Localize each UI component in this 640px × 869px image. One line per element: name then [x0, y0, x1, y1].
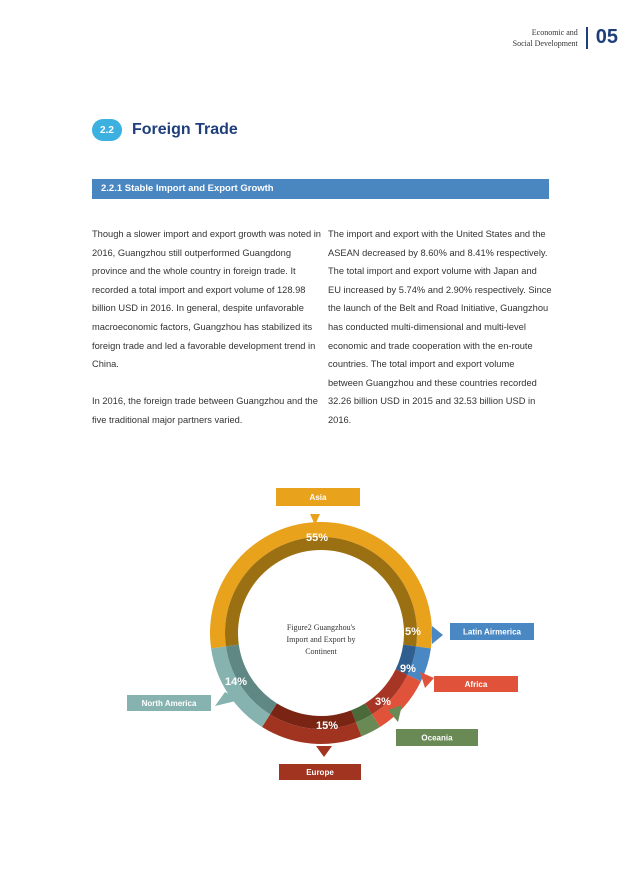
callout-pointer — [420, 672, 434, 688]
slice-percent-label: 3% — [375, 696, 391, 708]
page-number: 05 — [595, 26, 618, 48]
paragraph: In 2016, the foreign trade between Guangzhou and the five traditional major partners varied. — [92, 396, 318, 425]
continent-label: Oceania — [421, 733, 453, 743]
slice-percent-label: 55% — [305, 532, 329, 544]
continent-label: Latin Airmerica — [463, 627, 521, 637]
continent-label: Europe — [306, 768, 334, 777]
chart-title-line1: Figure2 Guangzhou's — [286, 623, 356, 632]
callout-pointer — [316, 746, 332, 757]
callout-pointer — [432, 626, 443, 644]
slice-percent-label: 9% — [400, 663, 416, 675]
subsection-bar: 2.2.1 Stable Import and Export Growth — [92, 179, 549, 199]
section-title: Foreign Trade — [132, 121, 238, 138]
header-line1: Economic and — [531, 27, 578, 37]
continent-label: Africa — [464, 680, 488, 689]
continent-label: North America — [141, 699, 197, 708]
slice-percent-label: 14% — [224, 676, 248, 688]
header-line2: Social Development — [512, 38, 578, 48]
slice-percent-label: 5% — [405, 626, 421, 638]
chart-title-line2: Import and Export by — [286, 635, 356, 644]
continent-label: Asia — [309, 493, 327, 502]
slice-percent-label: 15% — [315, 720, 339, 732]
section-number-badge: 2.2 — [92, 119, 122, 141]
paragraph: Though a slower import and export growth was noted in 2016, Guangzhou still outperformed Guangdong province and the whole country in foreign trade. It recorded a total import and export volume of 128.98 billion USD in 2016. In general, despite unfavorable macroeconomic factors, Guangzhou has stabilized its foreign trade and led a favorable development trend in China. — [92, 229, 321, 370]
chart-title-line3: Continent — [305, 647, 337, 656]
paragraph: The import and export with the United States and the ASEAN decreased by 8.60% and 8.41% respectively. The total import and export volume with Japan and EU increased by 5.74% and 2.90% respectively. Since the launch of the Belt and Road Initiative, Guangzhou has conducted multi-dimensional and multi-level economic and trade cooperation with the en-route countries. The total import and export volume between Guangzhou and these countries recorded 32.26 billion USD in 2015 and 32.53 billion USD in 2016. — [328, 229, 552, 425]
